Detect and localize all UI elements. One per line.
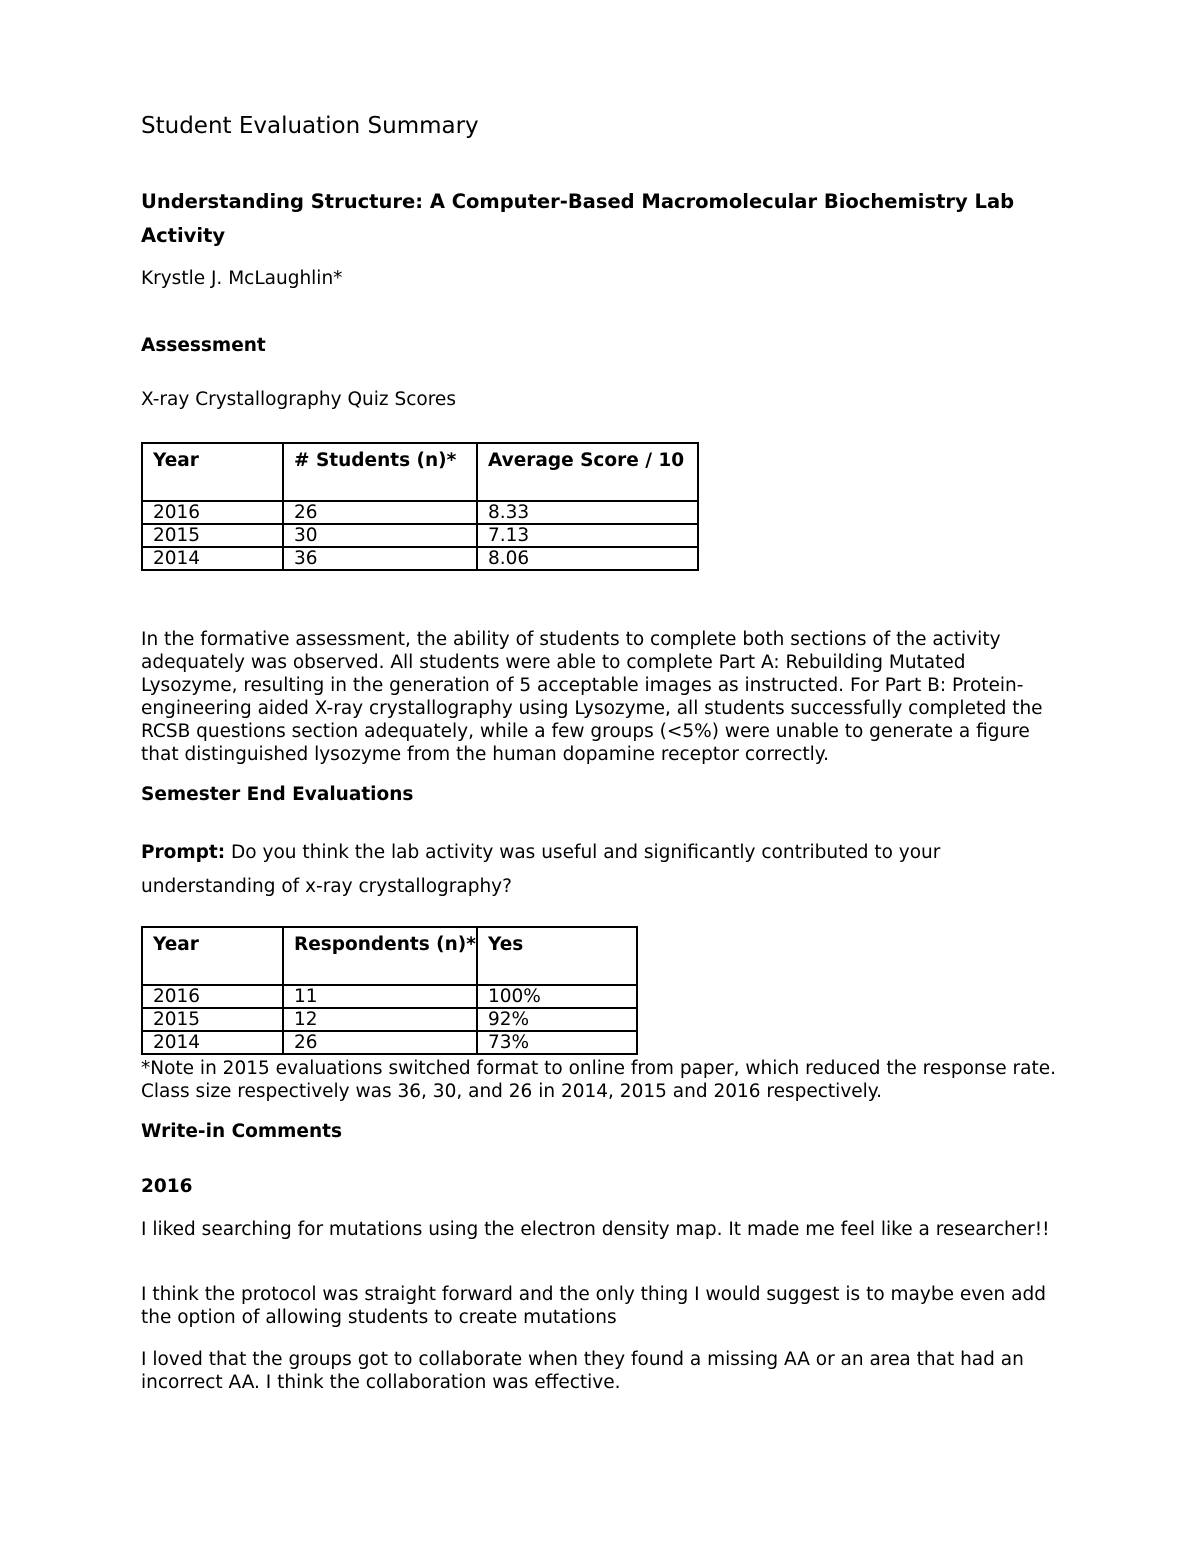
comment-item: I think the protocol was straight forward and the only thing I would suggest is to maybe even add the option of allowing students to create mutations	[141, 1284, 1046, 1328]
cell-respondents: 11	[283, 985, 477, 1008]
cell-yes-percent: 73%	[477, 1031, 637, 1054]
table-row	[142, 1031, 637, 1054]
cell-students: 30	[283, 524, 477, 547]
cell-yes-percent: 100%	[477, 985, 637, 1008]
table-header-row	[142, 927, 637, 985]
cell-year: 2015	[142, 524, 283, 547]
assessment-paragraph: In the formative assessment, the ability of students to complete both sections of the activity adequately was observed. All students were able to complete Part A: Rebuilding Mutated Lysozyme, resulting in the generation of 5 acceptable images as instructed. For Part B: Protein-engineering aided X-ray crystallography using Lysozyme, all students successfully completed the RCSB questions section adequately, while a few groups (<5%) were unable to generate a figure that distinguished lysozyme from the human dopamine receptor correctly.	[141, 629, 1043, 765]
column-header-students: # Students (n)*	[283, 443, 477, 501]
prompt-paragraph	[141, 836, 1041, 904]
quiz-scores-table	[141, 442, 699, 571]
author-name: Krystle J. McLaughlin*	[141, 268, 343, 289]
table-row	[142, 524, 698, 547]
evaluation-note: *Note in 2015 evaluations switched format to online from paper, which reduced the response rate. Class size respectively was 36, 30, and 26 in 2014, 2015 and 2016 respectively.	[141, 1058, 1057, 1102]
table-header-row	[142, 443, 698, 501]
cell-year: 2016	[142, 985, 283, 1008]
quiz-table-caption: X-ray Crystallography Quiz Scores	[141, 389, 456, 410]
column-header-year: Year	[142, 443, 283, 501]
table-row	[142, 501, 698, 524]
table-row	[142, 985, 637, 1008]
cell-respondents: 12	[283, 1008, 477, 1031]
cell-average-score: 7.13	[477, 524, 698, 547]
comments-year-heading: 2016	[141, 1176, 193, 1197]
table-row	[142, 1008, 637, 1031]
semester-evaluations-heading: Semester End Evaluations	[141, 784, 414, 805]
prompt-text: Do you think the lab activity was useful and significantly contributed to your understanding of x-ray crystallography?	[141, 842, 941, 897]
cell-year: 2015	[142, 1008, 283, 1031]
column-header-yes: Yes	[477, 927, 637, 985]
cell-students: 26	[283, 501, 477, 524]
cell-average-score: 8.06	[477, 547, 698, 570]
cell-average-score: 8.33	[477, 501, 698, 524]
assessment-heading: Assessment	[141, 335, 266, 356]
cell-year: 2014	[142, 1031, 283, 1054]
column-header-average-score: Average Score / 10	[477, 443, 698, 501]
cell-year: 2014	[142, 547, 283, 570]
table-row	[142, 547, 698, 570]
column-header-year: Year	[142, 927, 283, 985]
cell-year: 2016	[142, 501, 283, 524]
comment-item: I liked searching for mutations using the electron density map. It made me feel like a researcher!!	[141, 1219, 1050, 1240]
cell-students: 36	[283, 547, 477, 570]
document-title: Student Evaluation Summary	[141, 113, 479, 139]
paper-title: Understanding Structure: A Computer-Based Macromolecular Biochemistry Lab Activity	[141, 190, 1015, 247]
cell-respondents: 26	[283, 1031, 477, 1054]
prompt-label: Prompt:	[141, 842, 226, 863]
column-header-respondents: Respondents (n)*	[283, 927, 477, 985]
cell-yes-percent: 92%	[477, 1008, 637, 1031]
write-in-comments-heading: Write-in Comments	[141, 1121, 342, 1142]
comment-item: I loved that the groups got to collaborate when they found a missing AA or an area that had an incorrect AA. I think the collaboration was effective.	[141, 1349, 1024, 1393]
evaluations-table	[141, 926, 638, 1055]
